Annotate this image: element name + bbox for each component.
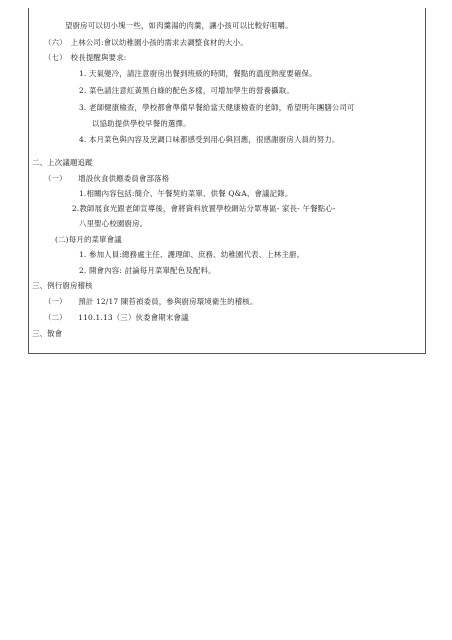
list-item: 2. 菜色請注意紅黃黑白綠的配色多樣，可增加學生的營養攝取。 [79, 86, 294, 95]
section-item-6: （六） 上林公司:會以幼稚園小孩的需求去調整食材的大小。 [44, 38, 248, 47]
list-item: 1.相關內容包括:簡介、午餐契約菜單、供餐 Q&A、會議記錄。 [79, 189, 293, 198]
section-item-7: （七） 校長提醒與要求: [44, 53, 127, 62]
list-item: 1. 天氣變冷，請注意廚房出餐到班級的時間，餐點的溫度熱度要確保。 [79, 69, 317, 78]
section-heading-adjourn: 三、散會 [32, 329, 63, 338]
list-item-continuation: 以協助提供學校早餐的選擇。 [92, 119, 191, 128]
section-heading-2: 二、上次議題追蹤 [32, 158, 93, 167]
list-item: 4. 本月菜色與內容及烹調口味都感受到用心與回應，很感謝廚房人員的努力。 [79, 135, 340, 144]
text-line: 望廚房可以切小塊一些，如肉羹湯的肉羹，讓小孩可以比較好咀嚼。 [65, 21, 293, 30]
list-item-continuation: 八里聖心校園廚房。 [79, 219, 148, 228]
subsection-heading: （一） 增設伙食供應委員會部落格 [44, 174, 170, 183]
list-item: 3. 老師健康檢查，學校都會準備早餐給當天健康檢查的老師，希望明年團膳公司可 [79, 103, 355, 112]
list-item: 2. 開會內容: 討論每月菜單配色及配料。 [79, 266, 216, 275]
list-item: 2.教師展食光跟老師宣導後，會將資料放置學校網站分眾專區- 家長- 午餐點心- [72, 204, 336, 213]
subsection-heading: (二)每月的菜單會議 [55, 235, 122, 244]
subsection-item: （一） 預計 12/17 陳苔禎委員，參與廚房環境衛生的稽核。 [44, 297, 258, 306]
section-heading-3: 三、例行廚房稽核 [32, 281, 93, 290]
list-item: 1. 參加人員:總務處主任、護理師、庶務、幼稚園代表、上林主廚。 [79, 250, 305, 259]
subsection-item: （二） 110.1.13（三）伙委會期末會議 [44, 313, 189, 322]
